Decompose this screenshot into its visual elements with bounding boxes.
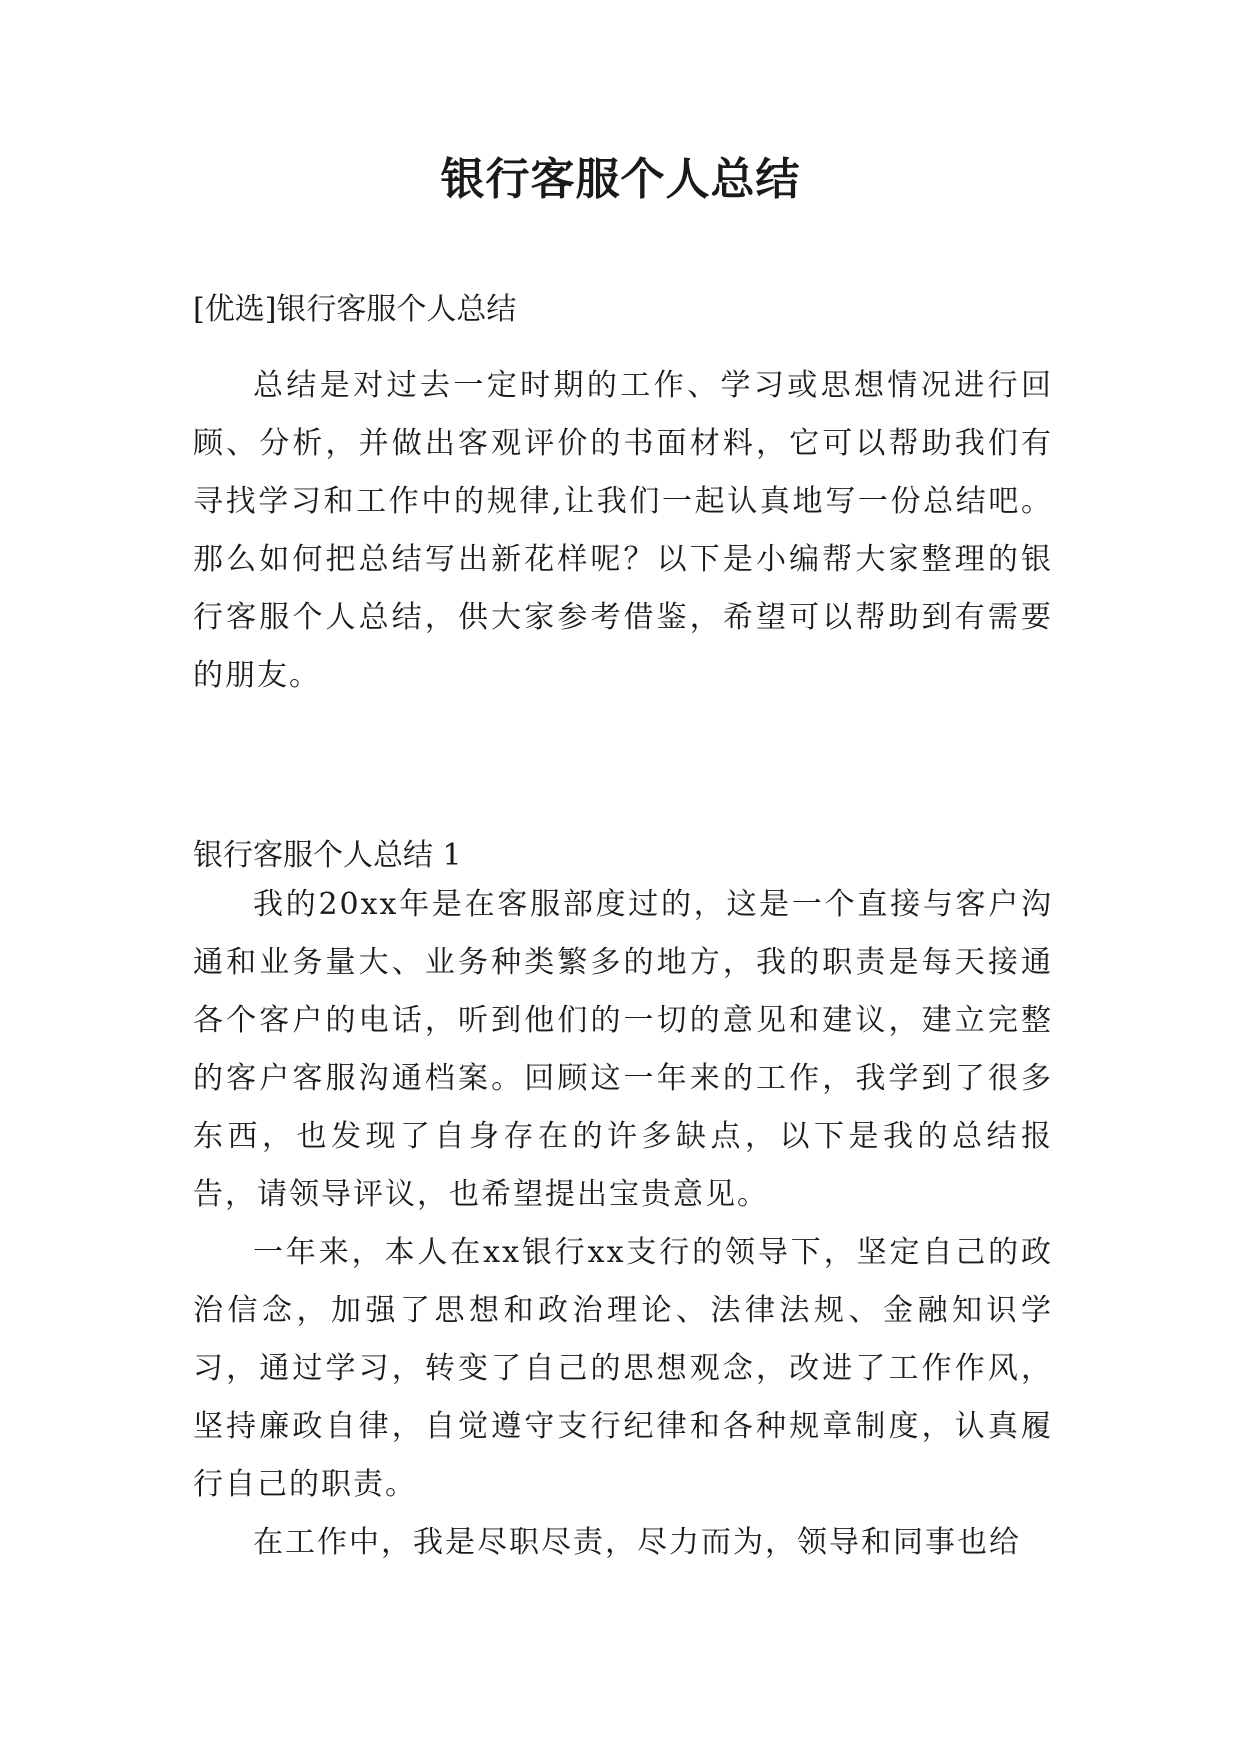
intro-paragraph: 总结是对过去一定时期的工作、学习或思想情况进行回顾、分析，并做出客观评价的书面材料，它可以帮助我们有寻找学习和工作中的规律,让我们一起认真地写一份总结吧。那么如何把总结写出新花样呢？以下是小编帮大家整理的银行客服个人总结，供大家参考借鉴，希望可以帮助到有需要的朋友。 [193, 368, 1053, 693]
document-title: 银行客服个人总结 [440, 154, 801, 205]
document-subtitle: [优选]银行客服个人总结 [193, 292, 517, 327]
body-paragraph-1: 我的20xx年是在客服部度过的，这是一个直接与客户沟通和业务量大、业务种类繁多的地方，我的职责是每天接通各个客户的电话，听到他们的一切的意见和建议，建立完整的客户客服沟通档案。回顾这一年来的工作，我学到了很多东西，也发现了自身存在的许多缺点，以下是我的总结报告，请领导评议，也希望提出宝贵意见。 [193, 887, 1053, 1212]
body-paragraph-3: 在工作中，我是尽职尽责，尽力而为，领导和同事也给 [253, 1525, 1021, 1560]
section-heading: 银行客服个人总结 1 [193, 838, 462, 873]
body-paragraph-2: 一年来，本人在xx银行xx支行的领导下，坚定自己的政治信念，加强了思想和政治理论、法律法规、金融知识学习，通过学习，转变了自己的思想观念，改进了工作作风，坚持廉政自律，自觉遵守支行纪律和各种规章制度，认真履行自己的职责。 [193, 1235, 1053, 1502]
section-body [193, 876, 1053, 1572]
intro-block [193, 357, 1053, 705]
